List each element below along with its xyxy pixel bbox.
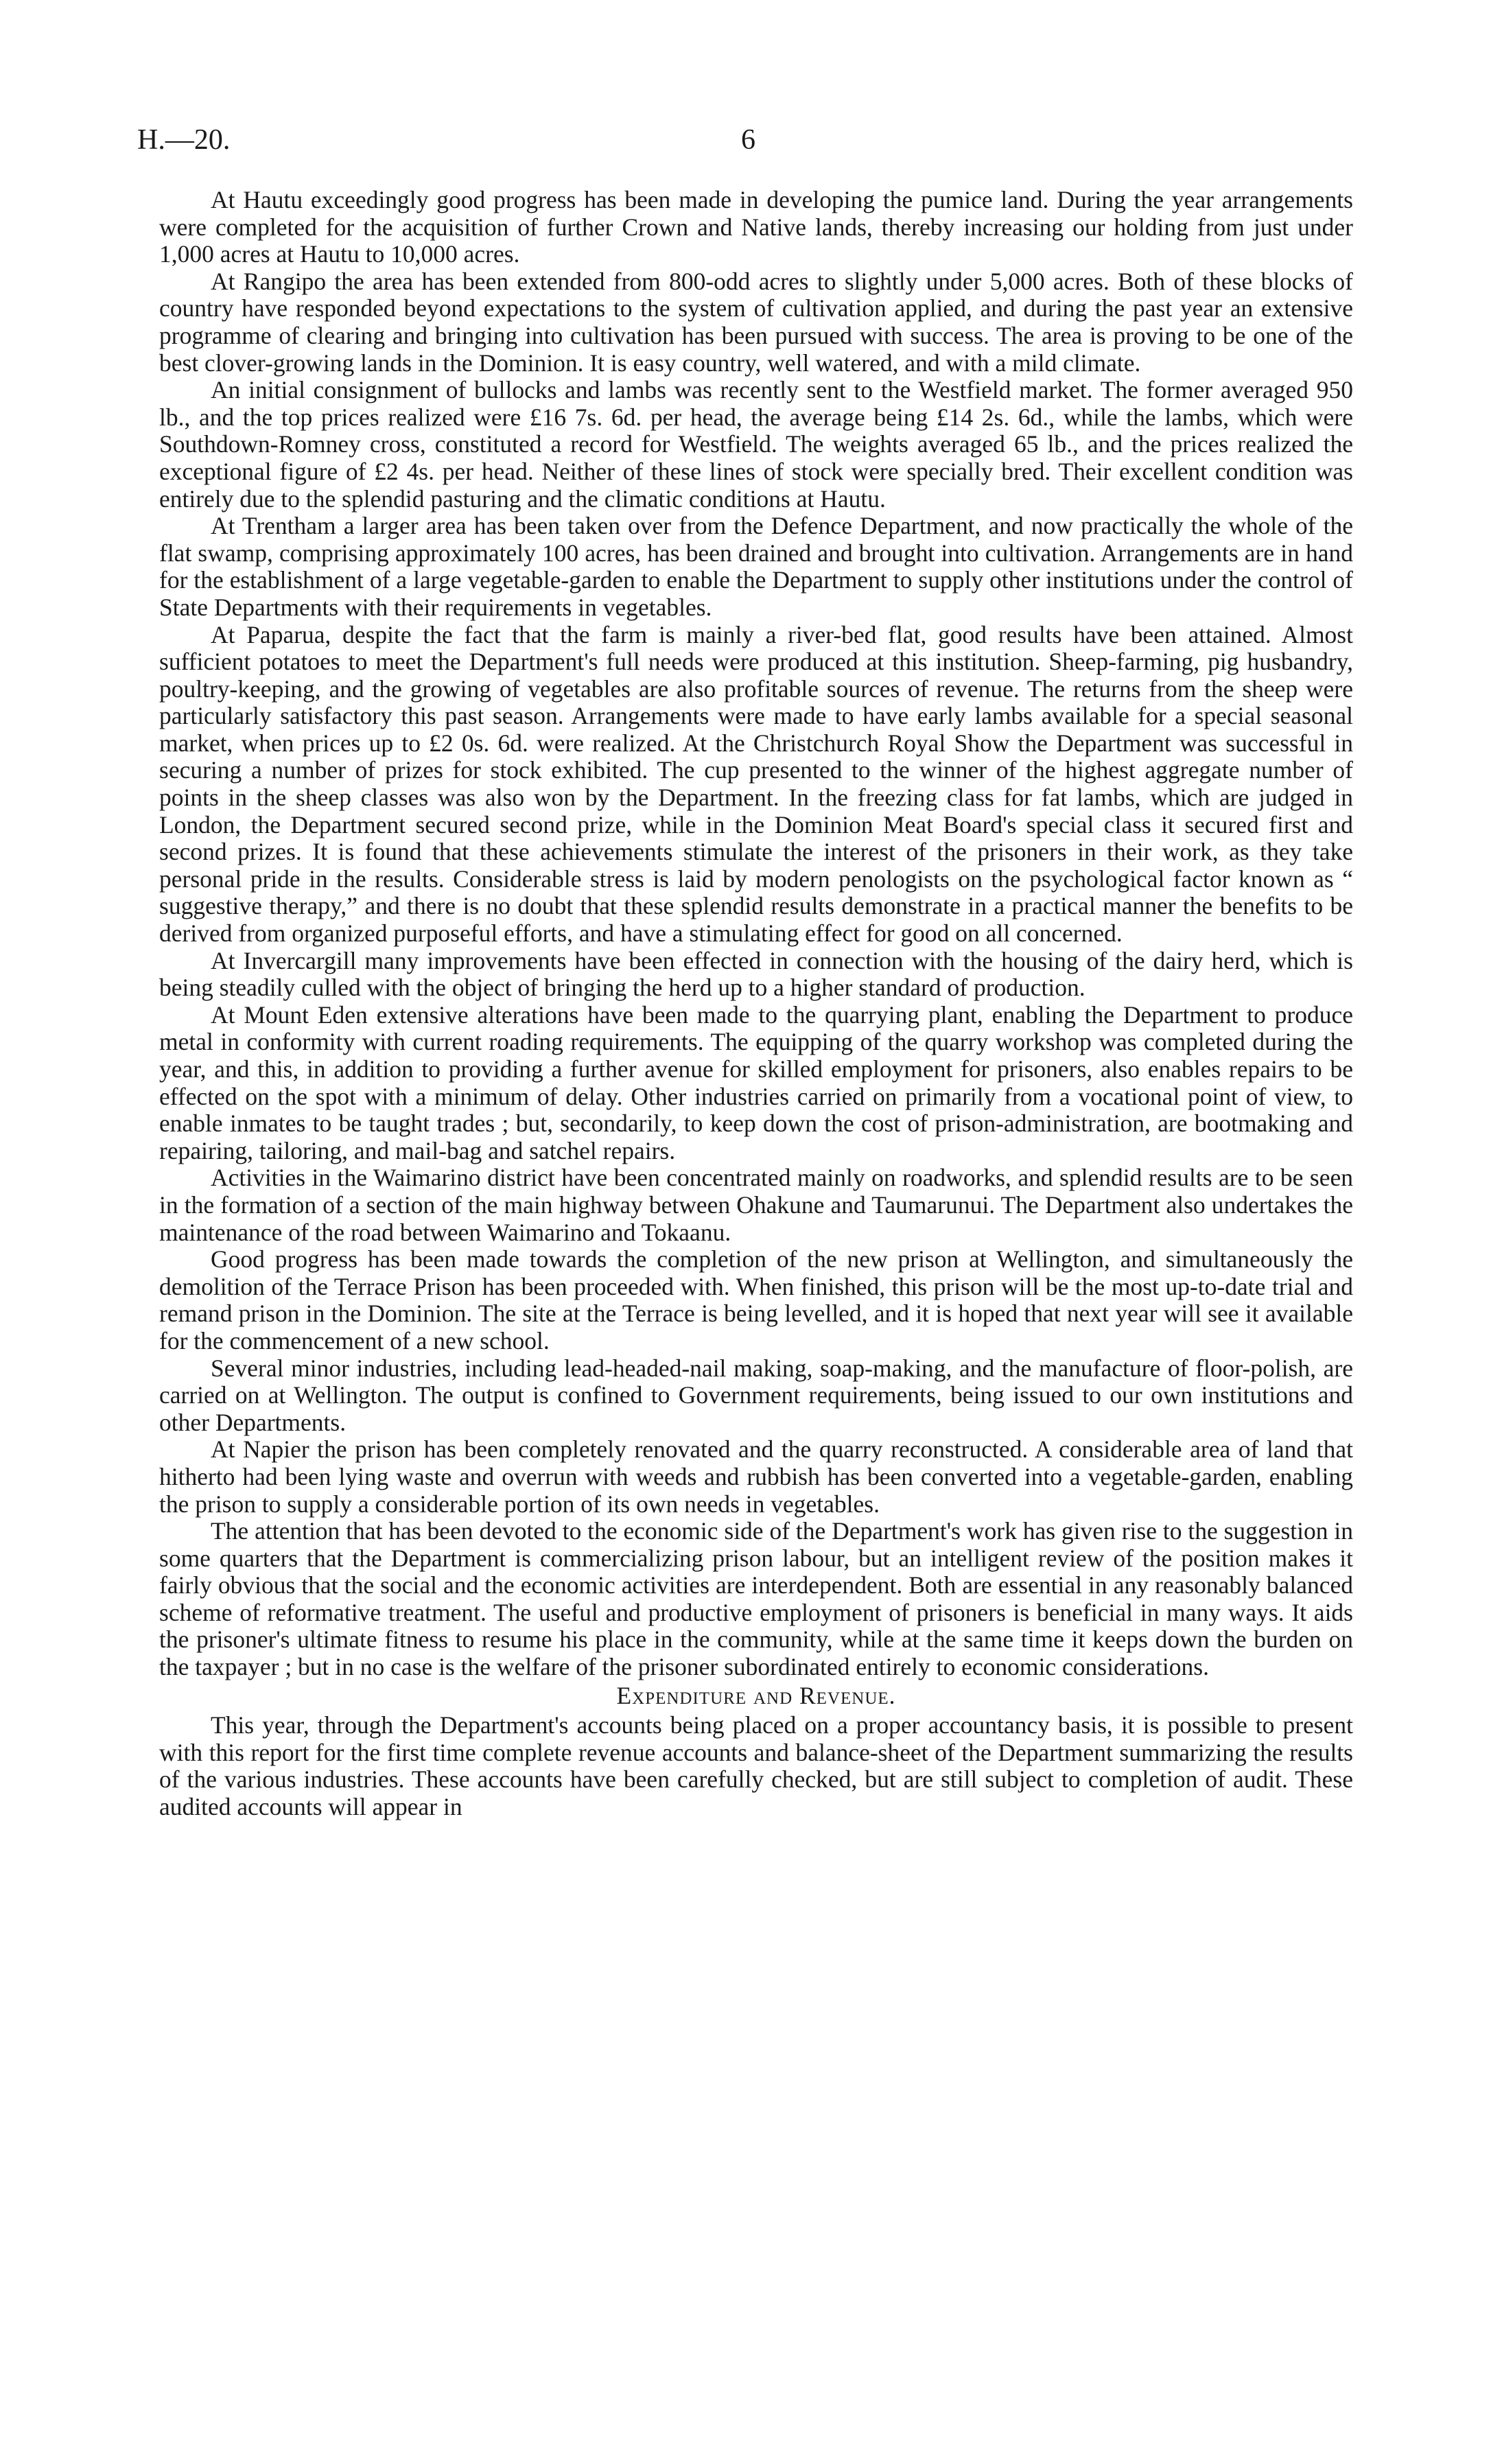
paragraph-mount-eden: At Mount Eden extensive alterations have been made to the quarrying plant, enabling the Department to produce metal in conformity with current roading requirements. The equipping of the quarry workshop was completed during the year, and this, in addition to providing a further avenue for skilled employment for prisoners, also enables repairs to be effected on the spot with a minimum of delay. Other industries carried on primarily from a vocational point of view, to enable inmates to be taught trades ; but, secondarily, to keep down the cost of prison-administration, are bootmaking and repairing, tailoring, and mail-bag and satchel repairs. (159, 1000, 1353, 1164)
paragraph-napier: At Napier the prison has been completely renovated and the quarry reconstructed. A considerable area of land that hitherto had been lying waste and overrun with weeds and rubbish has been converted into a vegetable-garden, enabling the prison to supply a considerable portion of its own needs in vegetables. (159, 1435, 1353, 1518)
paragraph-economic-side: The attention that has been devoted to the economic side of the Department's work has given rise to the suggestion in some quarters that the Department is commercializing prison labour, but an intelligent review of the position makes it fairly obvious that the social and the economic activities are interdependent. Both are essential in any reasonably balanced scheme of reformative treatment. The useful and productive employment of prisoners is beneficial in many ways. It aids the prisoner's ultimate fitness to resume his place in the community, while at the same time it keeps down the burden on the taxpayer ; but in no case is the welfare of the prisoner subordinated entirely to economic considerations. (159, 1517, 1353, 1681)
paragraph-accounts: This year, through the Department's accounts being placed on a proper accountancy basis, it is possible to present with this report for the first time complete revenue accounts and balance-sheet of the Department summarizing the results of the various industries. These accounts have been carefully checked, but are still subject to completion of audit. These audited accounts will appear in (159, 1711, 1353, 1821)
paragraph-waimarino: Activities in the Waimarino district have been concentrated mainly on roadworks, and splendid results are to be seen in the formation of a section of the main highway between Ohakune and Taumarunui. The Department also undertakes the maintenance of the road between Waimarino and Tokaanu. (159, 1164, 1353, 1246)
paragraph-rangipo: At Rangipo the area has been extended from 800-odd acres to slightly under 5,000 acres. Both of these blocks of country have responded beyond expectations to the system of cultivation applied, and during the past year an extensive programme of clearing and bringing into cultivation has been pursued with success. The area is proving to be one of the best clover-growing lands in the Dominion. It is easy country, well watered, and with a mild climate. (159, 267, 1353, 377)
paragraph-westfield-consignment: An initial consignment of bullocks and lambs was recently sent to the Westfield market. The former averaged 950 lb., and the top prices realized were £16 7s. 6d. per head, the average being £14 2s. 6d., while the lambs, which were Southdown-Romney cross, constituted a record for Westfield. The weights averaged 65 lb., and the prices realized the exceptional figure of £2 4s. per head. Neither of these lines of stock were specially bred. Their excellent condition was entirely due to the splendid pasturing and the climatic conditions at Hautu. (159, 376, 1353, 513)
section-heading: Expenditure and Revenue. (616, 1681, 896, 1709)
paragraph-minor-industries: Several minor industries, including lead-headed-nail making, soap-making, and the manufacture of floor-polish, are carried on at Wellington. The output is confined to Government requirements, being issued to our own institutions and other Departments. (159, 1354, 1353, 1436)
paragraph-invercargill: At Invercargill many improvements have been effected in connection with the housing of the dairy herd, which is being steadily culled with the object of bringing the herd up to a higher standard of production. (159, 946, 1353, 1002)
paragraph-trentham: At Trentham a larger area has been taken over from the Defence Department, and now practically the whole of the flat swamp, comprising approximately 100 acres, has been drained and brought into cultivation. Arrangements are in hand for the establishment of a large vegetable-garden to enable the Department to supply other institutions under the control of State Departments with their requirements in vegetables. (159, 512, 1353, 621)
page-number: 6 (741, 124, 755, 156)
paragraph-paparua: At Paparua, despite the fact that the farm is mainly a river-bed flat, good results have been attained. Almost sufficient potatoes to meet the Department's full needs were produced at this institution. Sheep-farming, pig husbandry, poultry-keeping, and the growing of vegetables are also profitable sources of revenue. The returns from the sheep were particularly satisfactory this past season. Arrangements were made to have early lambs available for a special seasonal market, when prices up to £2 0s. 6d. were realized. At the Christchurch Royal Show the Department was successful in securing a number of prizes for stock exhibited. The cup presented to the winner of the highest aggregate number of points in the sheep classes was also won by the Department. In the freezing class for fat lambs, which are judged in London, the Department secured second prize, while in the Dominion Meat Board's special class it secured first and second prizes. It is found that these achievements stimulate the interest of the prisoners in their work, as they take personal pride in the results. Considerable stress is laid by modern penologists on the psychological factor known as “ suggestive therapy,” and there is no doubt that these splendid results demonstrate in a practical manner the benefits to be derived from organized purposeful efforts, and have a stimulating effect for good on all concerned. (159, 620, 1353, 948)
document-body (159, 187, 1353, 1821)
document-reference: H.—20. (137, 124, 231, 156)
page-header (137, 124, 1359, 165)
paragraph-hautu: At Hautu exceedingly good progress has been made in developing the pumice land. During the year arrangements were completed for the acquisition of further Crown and Native lands, thereby increasing our holding from just under 1,000 acres at Hautu to 10,000 acres. (159, 186, 1353, 268)
paragraph-wellington-prison: Good progress has been made towards the completion of the new prison at Wellington, and simultaneously the demolition of the Terrace Prison has been proceeded with. When finished, this prison will be the most up-to-date trial and remand prison in the Dominion. The site at the Terrace is being levelled, and it is hoped that next year will see it available for the commencement of a new school. (159, 1245, 1353, 1354)
